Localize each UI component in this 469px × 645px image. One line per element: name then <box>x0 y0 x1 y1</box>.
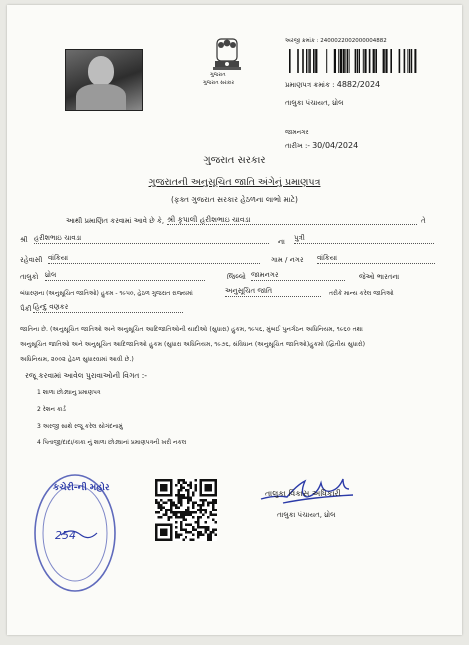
header-district: જામનગર <box>285 128 309 137</box>
constitution-text: બંધારણના (અનુસૂચિત જાતિઓ) હુકમ - ૧૯૫૦, હેઠળ ગુજરાત રાજ્યમાં <box>20 289 193 298</box>
certificate-number: 4882/2024 <box>337 80 380 89</box>
intro-text: આથી પ્રમાણિત કરવામાં આવે છે કે, <box>66 217 164 226</box>
emblem-caption-1: ગુજરાત <box>210 71 226 80</box>
issuing-office: તાલુકા પંચાયત, ધ્રોલ <box>285 99 343 108</box>
legal-paragraph-line-3: અધિનિયમ, ૨૦૦૨ હેઠળ સુધારવામાં આવી છે.) <box>20 355 134 364</box>
te-text: તે <box>421 217 426 226</box>
signature-title: તાલુકા વિકાસ અધિકારી <box>265 489 341 499</box>
certificate-subtitle: (ફક્ત ગુજરાત સરકાર હેઠળના લાભો માટે) <box>7 195 462 204</box>
stamp-number: 254 <box>55 529 76 542</box>
applicant-photo <box>65 49 143 111</box>
resident-label: રહેવાસી <box>20 256 42 265</box>
father-name: હરીશભાઇ ચાવડા <box>34 234 269 244</box>
caste-type: અનુસૂચિત જાતિ <box>225 287 321 297</box>
ack-number: 2400022002000004882 <box>320 38 387 44</box>
government-title: ગુજરાત સરકાર <box>7 155 462 167</box>
shri-text: શ્રી <box>20 236 28 245</box>
emblem-caption-2: ગુજરાત સરકાર <box>203 79 234 88</box>
proof-item: 2 રેશન કાર્ડ <box>37 405 66 414</box>
legal-paragraph-line-1: જાતિના છે. (અનુસૂચિત જાતિઓ અને અનુસૂચિત આદિજાતિઓની યાદીઓ (સુધારા) હુકમ, ૧૯૫૬, મુંબઈ પુનર્ગઠન અધિનિયમ, ૧૯૬૦ તથા <box>20 325 363 334</box>
caste-name: હિન્દુ વણકર <box>33 303 183 313</box>
proof-item: 4 પિતાજી/દાદા/કાકા નું શાળા છોડ્યાનાં પ્રમાણપત્રની ખરી નકલ <box>37 438 186 447</box>
proof-item: 1 શાળા છોડ્યાનુ પ્રમાણપત્ર <box>37 388 101 397</box>
signature-office: તાલુકા પંચાયત, ધ્રોલ <box>277 511 335 520</box>
district-value: જામનગર <box>251 271 345 281</box>
ack-number-row: અરજી ક્રમાંક : 2400022002000004882 <box>285 37 387 46</box>
legal-paragraph-line-2: અનુસૂચિત જાતિઓ અને અનુસૂચિત આદિજાતિઓ હુકમ (સુધારા અધિનિયમ, ૧૯૭૬, સંવિધાન (અનુસૂચિત જાતિઓ)હુકમો (દ્વિતીય સુધારો) <box>20 340 365 349</box>
certificate-title: ગુજરાતની અનુસૂચિત જાતિ અંગેનું પ્રમાણપત્ર <box>7 177 462 189</box>
certificate-page <box>7 5 462 635</box>
state-text: જેઓ ભારતના <box>359 273 399 282</box>
stamp-text: કચેરી-ની મહોર <box>53 483 110 494</box>
proofs-title: રજૂ કરવામાં આવેલ પુરાવાઓની વિગત :- <box>25 371 147 380</box>
barcode-icon <box>289 49 417 73</box>
taluka-label: તાલુકો <box>20 273 38 282</box>
taluka-value: ધ્રોલ <box>45 271 205 281</box>
proof-item: 3 અરજી સાથે રજૂ કરેલ સોગંદનામું <box>37 422 123 431</box>
applicant-name: શ્રી કૃપાલી હરીશભાઇ ચાવડા <box>167 215 417 225</box>
village-label: ગામ / નગર <box>271 256 304 265</box>
paiki-text: પૈકી <box>20 305 32 314</box>
certificate-number-row <box>285 80 380 90</box>
district-label: જિલ્લો <box>227 273 246 282</box>
qr-code-icon <box>155 479 217 541</box>
resident-value: વાંકિયા <box>48 254 260 264</box>
certificate-number-label: પ્રમાણપત્ર ક્રમાંક : <box>285 81 337 89</box>
issue-date: 30/04/2024 <box>312 141 358 150</box>
relation: પુત્રી <box>294 234 434 244</box>
village-value: વાંકિયા <box>317 254 435 264</box>
date-row: તારીખ :- 30/04/2024 <box>285 141 358 151</box>
na-text: ના <box>278 238 285 247</box>
recognized-text: તરીકે માન્ય કરેલ જાતિઓ <box>329 289 394 298</box>
